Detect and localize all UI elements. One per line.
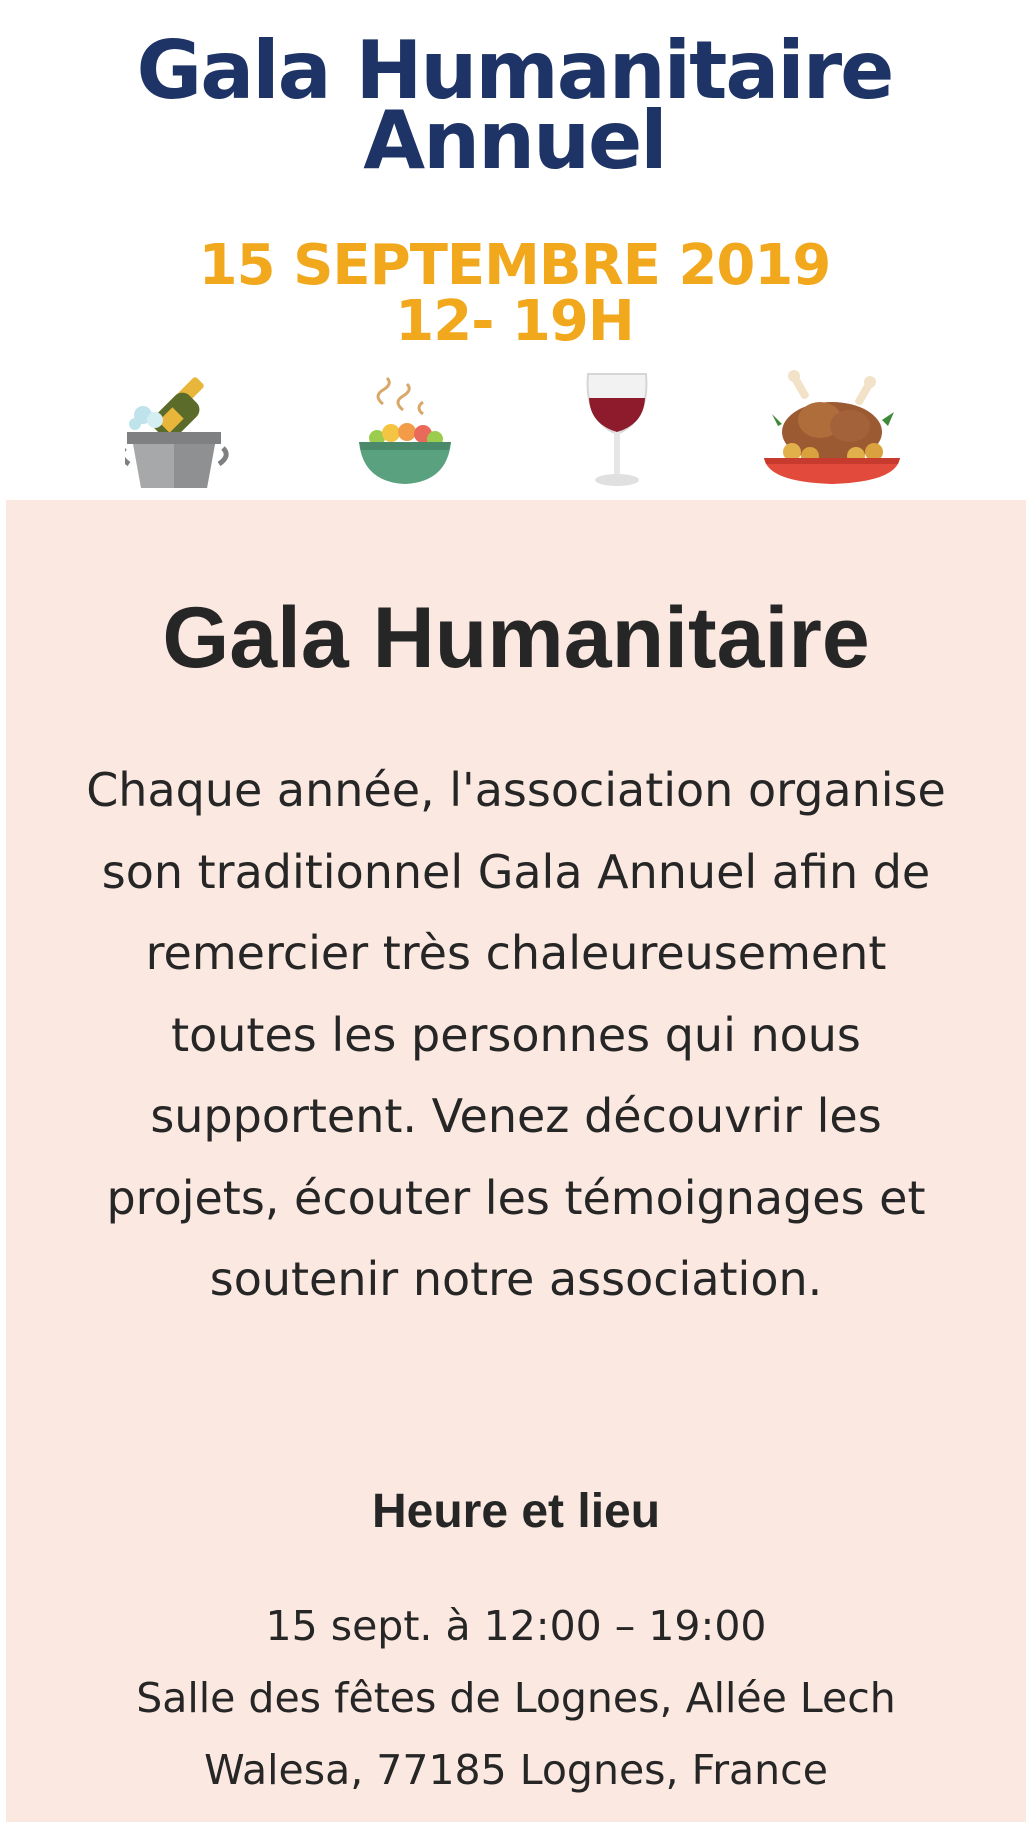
time-and-place-info (36, 1590, 996, 1806)
banner-date-line: 15 SEPTEMBRE 2019 (198, 233, 831, 298)
banner-title (0, 24, 1029, 187)
event-address-line-1: Salle des fêtes de Lognes, Allée Lech (136, 1674, 896, 1722)
salad-bowl-icon (355, 370, 455, 492)
roast-chicken-icon (760, 370, 905, 492)
banner-date (0, 233, 1029, 354)
wine-glass-icon (582, 370, 652, 492)
event-details-card (6, 500, 1026, 1822)
event-banner (0, 0, 1029, 500)
time-and-place-heading: Heure et lieu (371, 1485, 661, 1538)
banner-time-line: 12- 19H (395, 289, 634, 354)
event-description: Chaque année, l'association organise son traditionnel Gala Annuel afin de remercier très chaleureusement toutes les personnes qui nous supportent. Venez découvrir les projets, écouter les témoignages et soutenir notre association. (86, 763, 946, 1306)
event-datetime: 15 sept. à 12:00 – 19:00 (265, 1602, 767, 1650)
banner-title-line-2: Annuel (363, 94, 666, 187)
event-address-line-2: Walesa, 77185 Lognes, France (204, 1746, 828, 1794)
champagne-bucket-icon (125, 370, 235, 492)
banner-title-line-1: Gala Humanitaire (136, 24, 893, 117)
event-title: Gala Humanitaire (162, 590, 870, 686)
food-icon-row (0, 370, 1029, 495)
